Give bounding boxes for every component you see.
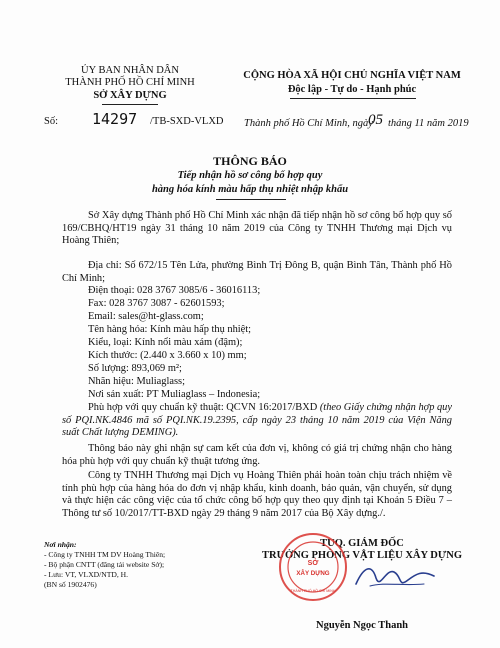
stamp-middle-text: XÂY DỰNG [296, 570, 330, 577]
standard-lead: Phù hợp với quy chuẩn kỹ thuật: QCVN 16:2017/BXD [88, 402, 318, 413]
agency-line-3: SỞ XÂY DỰNG [93, 90, 167, 101]
standard-note: (theo Giấy chứng nhận hợp quy số PQI.NK.4846 mã số PQI.NK.19.2395, cấp ngày 23 tháng 10 năm 2019 của Viện Năng suất Chất lượng DEMING). [62, 402, 452, 439]
date-prefix: Thành phố Hồ Chí Minh, ngày [244, 118, 373, 129]
brand-line: Nhãn hiệu: Muliaglass; [88, 376, 185, 387]
agency-line-2: THÀNH PHỐ HỒ CHÍ MINH [65, 77, 195, 88]
title-underline [216, 199, 286, 200]
country-motto: Độc lập - Tự do - Hạnh phúc [287, 84, 417, 95]
official-stamp [278, 532, 348, 602]
goods-name-line: Tên hàng hóa: Kính màu hấp thụ nhiệt; [88, 324, 252, 335]
signer-name: Nguyễn Ngọc Thanh [316, 620, 408, 631]
signer-authority: TUQ. GIÁM ĐỐC [320, 538, 404, 549]
agency-underline [102, 104, 158, 105]
stamp-ring-text: THÀNH PHỐ HỒ CHÍ MINH [290, 589, 336, 593]
email-line: Email: sales@ht-glass.com; [88, 311, 204, 322]
recipient-2: - Bộ phận CNTT (đăng tải website Sở); [44, 560, 165, 569]
recipient-3: - Lưu: VT, VLXD/NTD, H. [44, 570, 129, 579]
origin-line: Nơi sản xuất: PT Muliaglass – Indonesia; [88, 389, 261, 400]
signer-position: TRƯỞNG PHÒNG VẬT LIỆU XÂY DỰNG [262, 550, 462, 561]
country-name: CỘNG HÒA XÃ HỘI CHỦ NGHĨA VIỆT NAM [243, 70, 461, 81]
responsibility-paragraph: Công ty TNHH Thương mại Dịch vụ Hoàng Thiên phải hoàn toàn chịu trách nhiệm về tính phù hợp của hàng hóa do đơn vị nhập khẩu, kinh doanh, bảo quản, vận chuyển, sử dụng và thực hiện các công việc của tổ chức công bố hợp quy theo quy định tại Khoản 5 Điều 7 – Thông tư số 10/2017/TT-BXD ngày 29 tháng 9 năm 2017 của Bộ Xây dựng./. [62, 470, 452, 519]
recipient-4: (BN số 1902476) [44, 580, 97, 589]
commitment-paragraph: Thông báo này ghi nhận sự cam kết của đơn vị, không có giá trị chứng nhận cho hàng hóa phù hợp với quy chuẩn kỹ thuật tương ứng. [62, 443, 452, 467]
address-line: Địa chỉ: Số 672/15 Tên Lửa, phường Bình Trị Đông B, quận Bình Tân, Thành phố Hồ Chí Minh; [62, 260, 452, 284]
motto-underline [290, 98, 416, 99]
quantity-line: Số lượng: 893,069 m²; [88, 363, 182, 374]
size-line: Kích thước: (2.440 x 3.660 x 10) mm; [88, 350, 247, 361]
doc-number-handwritten: 14297 [92, 110, 138, 128]
fax-line: Fax: 028 3767 3087 - 62601593; [88, 298, 225, 309]
standard-paragraph [62, 402, 452, 440]
date-day-handwritten: 05 [368, 112, 383, 128]
intro-paragraph: Sở Xây dựng Thành phố Hồ Chí Minh xác nhận đã tiếp nhận hồ sơ công bố hợp quy số 169/CBHQ/HT19 ngày 31 tháng 10 năm 2019 của Công ty TNHH Thương mại Dịch vụ Hoàng Thiên; [62, 210, 452, 247]
agency-line-1: ỦY BAN NHÂN DÂN [81, 65, 179, 76]
recipient-1: - Công ty TNHH TM DV Hoàng Thiên; [44, 550, 166, 559]
date-month-year: tháng 11 năm 2019 [388, 118, 469, 129]
phone-line: Điện thoại: 028 3767 3085/6 - 36016113; [88, 285, 261, 296]
handwritten-signature [350, 556, 440, 596]
recipients-heading: Nơi nhận: [44, 540, 77, 549]
stamp-top-text: SỞ [307, 560, 319, 567]
type-line: Kiểu, loại: Kính nổi màu xám (đậm); [88, 337, 243, 348]
doc-number-prefix: Số: [44, 116, 59, 127]
notice-subtitle-2: hàng hóa kính màu hấp thụ nhiệt nhập khẩu [151, 184, 349, 195]
notice-subtitle-1: Tiếp nhận hồ sơ công bố hợp quy [177, 170, 323, 181]
doc-number-suffix: /TB-SXD-VLXD [150, 116, 224, 127]
notice-title: THÔNG BÁO [213, 154, 287, 168]
